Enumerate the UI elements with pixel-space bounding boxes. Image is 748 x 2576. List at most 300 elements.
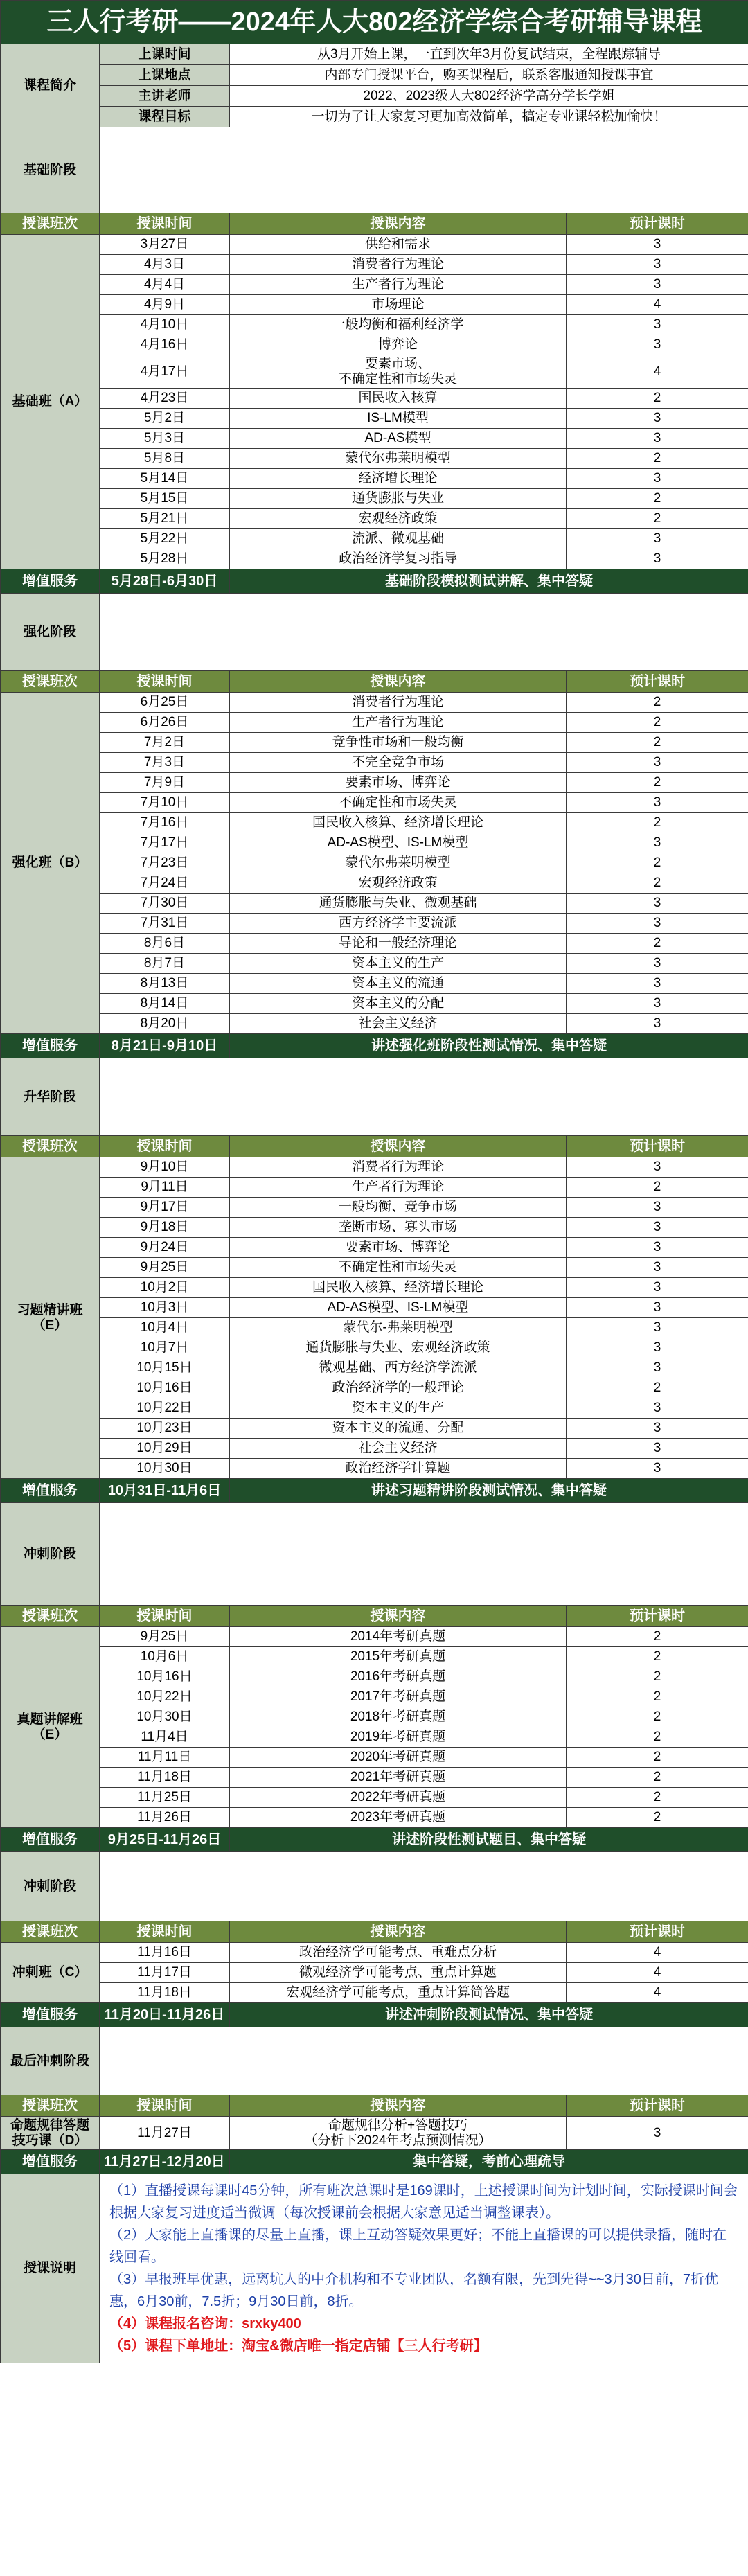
schedule-hours: 3 (567, 1218, 748, 1238)
schedule-row (1, 954, 748, 974)
schedule-date: 7月31日 (100, 914, 230, 934)
schedule-hours: 4 (567, 1963, 748, 1983)
schedule-hours: 3 (567, 529, 748, 549)
schedule-date: 7月17日 (100, 833, 230, 853)
service-time: 11月27日-12月20日 (100, 2150, 230, 2174)
service-time: 9月25日-11月26日 (100, 1828, 230, 1852)
schedule-hours: 3 (567, 1238, 748, 1258)
schedule-row (1, 1943, 748, 1963)
service-text: 基础阶段模拟测试讲解、集中答疑 (230, 569, 748, 594)
note-item: （4）课程报名咨询：srxky400 (109, 2316, 301, 2331)
schedule-date: 10月3日 (100, 1298, 230, 1318)
schedule-date: 11月4日 (100, 1727, 230, 1748)
schedule-hours: 2 (567, 1667, 748, 1687)
schedule-topic: 通货膨胀与失业、宏观经济政策 (230, 1338, 567, 1358)
schedule-topic: 生产者行为理论 (230, 713, 567, 733)
schedule-topic: 2018年考研真题 (230, 1707, 567, 1727)
schedule-date: 10月22日 (100, 1398, 230, 1419)
service-text: 讲述习题精讲阶段测试情况、集中答疑 (230, 1479, 748, 1503)
schedule-date: 8月6日 (100, 934, 230, 954)
schedule-row (1, 773, 748, 793)
intro-row (1, 65, 748, 86)
schedule-topic: 政治经济学可能考点、重难点分析 (230, 1943, 567, 1963)
header-content: 授课内容 (230, 1921, 567, 1943)
table-header-row (1, 2095, 748, 2117)
schedule-row (1, 389, 748, 409)
schedule-hours: 2 (567, 693, 748, 713)
notes-content (100, 2174, 748, 2363)
schedule-row (1, 1963, 748, 1983)
schedule-date: 11月25日 (100, 1788, 230, 1808)
intro-value: 2022、2023级人大802经济学高分学长学姐 (230, 86, 748, 107)
notes-label: 授课说明 (1, 2174, 100, 2363)
schedule-hours: 2 (567, 1178, 748, 1198)
schedule-row (1, 1983, 748, 2003)
schedule-hours: 2 (567, 813, 748, 833)
schedule-date: 4月10日 (100, 315, 230, 335)
schedule-hours: 2 (567, 713, 748, 733)
schedule-row (1, 2117, 748, 2150)
schedule-date: 5月15日 (100, 489, 230, 509)
schedule-date: 3月27日 (100, 235, 230, 255)
schedule-date: 10月2日 (100, 1278, 230, 1298)
schedule-date: 11月18日 (100, 1983, 230, 2003)
service-text: 讲述强化班阶段性测试情况、集中答疑 (230, 1034, 748, 1058)
schedule-hours: 3 (567, 255, 748, 275)
table-header-row (1, 1606, 748, 1627)
schedule-row (1, 1014, 748, 1034)
schedule-topic: 微观经济学可能考点、重点计算题 (230, 1963, 567, 1983)
schedule-hours: 2 (567, 1378, 748, 1398)
service-row (1, 1828, 748, 1852)
header-hours: 预计课时 (567, 1921, 748, 1943)
schedule-date: 9月24日 (100, 1238, 230, 1258)
schedule-date: 5月2日 (100, 409, 230, 429)
schedule-hours: 3 (567, 315, 748, 335)
note-item: （2）大家能上直播课的尽量上直播，课上互动答疑效果更好；不能上直播课的可以提供录播，随时在线回看。 (109, 2228, 727, 2265)
schedule-hours: 3 (567, 793, 748, 813)
schedule-date: 8月20日 (100, 1014, 230, 1034)
service-text: 讲述阶段性测试题目、集中答疑 (230, 1828, 748, 1852)
service-row (1, 2003, 748, 2027)
schedule-date: 7月2日 (100, 733, 230, 753)
header-time: 授课时间 (100, 2095, 230, 2117)
schedule-row (1, 1727, 748, 1748)
schedule-date: 11月17日 (100, 1963, 230, 1983)
schedule-topic: 资本主义的生产 (230, 954, 567, 974)
intro-value: 一切为了让大家复习更加高效简单，搞定专业课轻松加愉快！ (230, 107, 748, 127)
schedule-hours: 2 (567, 853, 748, 873)
schedule-topic: 资本主义的流通 (230, 974, 567, 994)
schedule-date: 11月26日 (100, 1808, 230, 1828)
schedule-topic: 2019年考研真题 (230, 1727, 567, 1748)
schedule-row (1, 1318, 748, 1338)
schedule-topic: 一般均衡、竞争市场 (230, 1198, 567, 1218)
schedule-hours: 3 (567, 1258, 748, 1278)
schedule-hours: 2 (567, 873, 748, 894)
header-content: 授课内容 (230, 671, 567, 693)
stage-label: 冲刺阶段 (1, 1852, 100, 1921)
intro-value: 内部专门授课平台，购买课程后，联系客服通知授课事宜 (230, 65, 748, 86)
schedule-date: 10月4日 (100, 1318, 230, 1338)
schedule-date: 7月24日 (100, 873, 230, 894)
header-hours: 预计课时 (567, 1606, 748, 1627)
schedule-row (1, 1788, 748, 1808)
stage-label: 最后冲刺阶段 (1, 2027, 100, 2095)
intro-row (1, 44, 748, 65)
header-class: 授课班次 (1, 1606, 100, 1627)
schedule-date: 10月30日 (100, 1459, 230, 1479)
schedule-hours: 2 (567, 1748, 748, 1768)
header-class: 授课班次 (1, 671, 100, 693)
schedule-date: 4月17日 (100, 355, 230, 389)
schedule-hours: 3 (567, 469, 748, 489)
schedule-topic: 不确定性和市场失灵 (230, 793, 567, 813)
schedule-topic: 2022年考研真题 (230, 1788, 567, 1808)
schedule-topic: 生产者行为理论 (230, 275, 567, 295)
schedule-row (1, 1707, 748, 1727)
schedule-date: 10月30日 (100, 1707, 230, 1727)
schedule-hours: 3 (567, 1298, 748, 1318)
schedule-row (1, 1157, 748, 1178)
intro-value: 从3月开始上课，一直到次年3月份复试结束，全程跟踪辅导 (230, 44, 748, 65)
schedule-row (1, 469, 748, 489)
schedule-hours: 3 (567, 833, 748, 853)
schedule-hours: 3 (567, 1278, 748, 1298)
schedule-date: 4月9日 (100, 295, 230, 315)
intro-key: 课程目标 (100, 107, 230, 127)
service-text: 集中答疑，考前心理疏导 (230, 2150, 748, 2174)
schedule-row (1, 873, 748, 894)
schedule-date: 8月14日 (100, 994, 230, 1014)
schedule-topic: 西方经济学主要流派 (230, 914, 567, 934)
service-time: 5月28日-6月30日 (100, 569, 230, 594)
schedule-topic: 经济增长理论 (230, 469, 567, 489)
schedule-row (1, 235, 748, 255)
class-name: 命题规律答题 技巧课（D） (1, 2117, 100, 2150)
header-class: 授课班次 (1, 2095, 100, 2117)
schedule-topic: 要素市场、博弈论 (230, 1238, 567, 1258)
schedule-date: 10月16日 (100, 1667, 230, 1687)
note-item: （1）直播授课每课时45分钟，所有班次总课时是169课时，上述授课时间为计划时间，实际授课时间会根据大家复习进度适当微调（每次授课前会根据大家意见适当调整课表）。 (109, 2183, 738, 2221)
schedule-row (1, 914, 748, 934)
schedule-date: 8月7日 (100, 954, 230, 974)
schedule-topic: 2017年考研真题 (230, 1687, 567, 1707)
schedule-date: 4月16日 (100, 335, 230, 355)
schedule-row (1, 994, 748, 1014)
schedule-hours: 3 (567, 1398, 748, 1419)
schedule-hours: 3 (567, 1318, 748, 1338)
schedule-topic: 通货膨胀与失业、微观基础 (230, 894, 567, 914)
intro-row (1, 107, 748, 127)
schedule-topic: 命题规律分析+答题技巧 （分析下2024年考点预测情况） (230, 2117, 567, 2150)
schedule-date: 7月10日 (100, 793, 230, 813)
schedule-row (1, 1419, 748, 1439)
schedule-topic: 消费者行为理论 (230, 693, 567, 713)
schedule-topic: 博弈论 (230, 335, 567, 355)
schedule-row (1, 489, 748, 509)
schedule-date: 10月7日 (100, 1338, 230, 1358)
schedule-date: 11月11日 (100, 1748, 230, 1768)
schedule-date: 7月3日 (100, 753, 230, 773)
intro-row (1, 86, 748, 107)
schedule-row (1, 1298, 748, 1318)
schedule-hours: 2 (567, 1627, 748, 1647)
schedule-date: 7月30日 (100, 894, 230, 914)
stage-label: 基础阶段 (1, 127, 100, 213)
schedule-topic: 2023年考研真题 (230, 1808, 567, 1828)
schedule-topic: 要素市场、 不确定性和市场失灵 (230, 355, 567, 389)
schedule-row (1, 509, 748, 529)
schedule-row (1, 315, 748, 335)
schedule-topic: 垄断市场、寡头市场 (230, 1218, 567, 1238)
header-content: 授课内容 (230, 213, 567, 235)
schedule-topic: 蒙代尔-弗莱明模型 (230, 1318, 567, 1338)
schedule-topic: 国民收入核算 (230, 389, 567, 409)
schedule-date: 11月27日 (100, 2117, 230, 2150)
schedule-hours: 4 (567, 1943, 748, 1963)
schedule-topic: 社会主义经济 (230, 1014, 567, 1034)
schedule-hours: 2 (567, 733, 748, 753)
schedule-topic: 流派、微观基础 (230, 529, 567, 549)
schedule-hours: 3 (567, 1338, 748, 1358)
schedule-row (1, 1459, 748, 1479)
header-class: 授课班次 (1, 213, 100, 235)
schedule-date: 10月22日 (100, 1687, 230, 1707)
service-label: 增值服务 (1, 1828, 100, 1852)
schedule-row (1, 853, 748, 873)
schedule-hours: 3 (567, 1198, 748, 1218)
schedule-hours: 2 (567, 389, 748, 409)
schedule-date: 11月18日 (100, 1768, 230, 1788)
schedule-date: 9月17日 (100, 1198, 230, 1218)
service-row (1, 569, 748, 594)
schedule-date: 7月16日 (100, 813, 230, 833)
schedule-row (1, 753, 748, 773)
header-class: 授课班次 (1, 1136, 100, 1157)
header-time: 授课时间 (100, 1921, 230, 1943)
schedule-date: 4月3日 (100, 255, 230, 275)
schedule-hours: 3 (567, 1014, 748, 1034)
schedule-topic: 生产者行为理论 (230, 1178, 567, 1198)
schedule-hours: 2 (567, 934, 748, 954)
schedule-topic: 导论和一般经济理论 (230, 934, 567, 954)
schedule-hours: 2 (567, 773, 748, 793)
schedule-topic: 一般均衡和福利经济学 (230, 315, 567, 335)
intro-key: 上课地点 (100, 65, 230, 86)
service-label: 增值服务 (1, 569, 100, 594)
schedule-row (1, 894, 748, 914)
service-label: 增值服务 (1, 1034, 100, 1058)
schedule-row (1, 335, 748, 355)
schedule-topic: AD-AS模型、IS-LM模型 (230, 1298, 567, 1318)
section-intro-row (1, 1503, 748, 1606)
schedule-hours: 3 (567, 549, 748, 569)
schedule-row (1, 549, 748, 569)
schedule-row (1, 1667, 748, 1687)
schedule-row (1, 813, 748, 833)
header-content: 授课内容 (230, 1606, 567, 1627)
schedule-date: 6月25日 (100, 693, 230, 713)
schedule-topic: 政治经济学的一般理论 (230, 1378, 567, 1398)
service-row (1, 1479, 748, 1503)
schedule-row (1, 1647, 748, 1667)
schedule-hours: 3 (567, 275, 748, 295)
header-time: 授课时间 (100, 1606, 230, 1627)
schedule-date: 11月16日 (100, 1943, 230, 1963)
service-label: 增值服务 (1, 2003, 100, 2027)
schedule-row (1, 974, 748, 994)
schedule-date: 8月13日 (100, 974, 230, 994)
schedule-hours: 2 (567, 489, 748, 509)
header-time: 授课时间 (100, 213, 230, 235)
schedule-hours: 3 (567, 1459, 748, 1479)
notes-row (1, 2174, 748, 2363)
schedule-hours: 4 (567, 1983, 748, 2003)
intro-key: 主讲老师 (100, 86, 230, 107)
table-header-row (1, 1136, 748, 1157)
schedule-row (1, 1627, 748, 1647)
schedule-date: 9月25日 (100, 1258, 230, 1278)
schedule-topic: 要素市场、博弈论 (230, 773, 567, 793)
schedule-row (1, 1258, 748, 1278)
schedule-row (1, 529, 748, 549)
schedule-topic: 2020年考研真题 (230, 1748, 567, 1768)
schedule-date: 10月15日 (100, 1358, 230, 1378)
schedule-topic: 宏观经济学可能考点，重点计算简答题 (230, 1983, 567, 2003)
header-content: 授课内容 (230, 2095, 567, 2117)
schedule-date: 9月11日 (100, 1178, 230, 1198)
schedule-date: 10月29日 (100, 1439, 230, 1459)
schedule-date: 7月9日 (100, 773, 230, 793)
schedule-hours: 2 (567, 509, 748, 529)
service-time: 10月31日-11月6日 (100, 1479, 230, 1503)
schedule-row (1, 1218, 748, 1238)
header-hours: 预计课时 (567, 213, 748, 235)
schedule-hours: 3 (567, 235, 748, 255)
schedule-hours: 3 (567, 1157, 748, 1178)
stage-label: 升华阶段 (1, 1058, 100, 1136)
schedule-topic: 2014年考研真题 (230, 1627, 567, 1647)
schedule-hours: 2 (567, 449, 748, 469)
schedule-date: 5月14日 (100, 469, 230, 489)
service-label: 增值服务 (1, 1479, 100, 1503)
schedule-topic: 宏观经济政策 (230, 509, 567, 529)
schedule-row (1, 833, 748, 853)
schedule-topic: 2015年考研真题 (230, 1647, 567, 1667)
schedule-row (1, 1238, 748, 1258)
schedule-hours: 3 (567, 1419, 748, 1439)
schedule-topic: 不完全竞争市场 (230, 753, 567, 773)
schedule-date: 5月8日 (100, 449, 230, 469)
schedule-hours: 3 (567, 335, 748, 355)
section-intro-row (1, 1058, 748, 1136)
schedule-topic: 2016年考研真题 (230, 1667, 567, 1687)
header-hours: 预计课时 (567, 2095, 748, 2117)
schedule-topic: 国民收入核算、经济增长理论 (230, 813, 567, 833)
schedule-hours: 4 (567, 355, 748, 389)
section-intro-row (1, 127, 748, 213)
schedule-row (1, 1198, 748, 1218)
schedule-row (1, 275, 748, 295)
section-intro-row (1, 1852, 748, 1921)
schedule-date: 10月23日 (100, 1419, 230, 1439)
schedule-topic: 社会主义经济 (230, 1439, 567, 1459)
schedule-row (1, 713, 748, 733)
header-time: 授课时间 (100, 671, 230, 693)
section-intro-row (1, 594, 748, 671)
schedule-date: 4月23日 (100, 389, 230, 409)
class-name: 强化班（B） (1, 693, 100, 1034)
schedule-row (1, 1808, 748, 1828)
schedule-row (1, 1278, 748, 1298)
schedule-topic: 竞争性市场和一般均衡 (230, 733, 567, 753)
schedule-hours: 3 (567, 753, 748, 773)
schedule-topic: 市场理论 (230, 295, 567, 315)
schedule-hours: 2 (567, 1687, 748, 1707)
schedule-hours: 2 (567, 1808, 748, 1828)
schedule-topic: 政治经济学计算题 (230, 1459, 567, 1479)
intro-key: 上课时间 (100, 44, 230, 65)
schedule-row (1, 1748, 748, 1768)
schedule-topic: 消费者行为理论 (230, 255, 567, 275)
schedule-row (1, 255, 748, 275)
schedule-hours: 3 (567, 1358, 748, 1378)
schedule-row (1, 1358, 748, 1378)
header-content: 授课内容 (230, 1136, 567, 1157)
schedule-row (1, 1768, 748, 1788)
schedule-hours: 3 (567, 2117, 748, 2150)
schedule-row (1, 295, 748, 315)
header-hours: 预计课时 (567, 671, 748, 693)
table-header-row (1, 671, 748, 693)
schedule-hours: 2 (567, 1727, 748, 1748)
schedule-hours: 2 (567, 1647, 748, 1667)
schedule-topic: 国民收入核算、经济增长理论 (230, 1278, 567, 1298)
service-time: 8月21日-9月10日 (100, 1034, 230, 1058)
schedule-topic: 不确定性和市场失灵 (230, 1258, 567, 1278)
schedule-topic: 蒙代尔弗莱明模型 (230, 853, 567, 873)
class-name: 习题精讲班 （E） (1, 1157, 100, 1479)
schedule-date: 4月4日 (100, 275, 230, 295)
schedule-row (1, 733, 748, 753)
schedule-hours: 3 (567, 1439, 748, 1459)
schedule-hours: 3 (567, 954, 748, 974)
schedule-topic: 供给和需求 (230, 235, 567, 255)
schedule-row (1, 1178, 748, 1198)
schedule-date: 9月25日 (100, 1627, 230, 1647)
class-name: 基础班（A） (1, 235, 100, 569)
schedule-hours: 2 (567, 1788, 748, 1808)
schedule-topic: 2021年考研真题 (230, 1768, 567, 1788)
schedule-row (1, 793, 748, 813)
schedule-topic: AD-AS模型、IS-LM模型 (230, 833, 567, 853)
table-header-row (1, 1921, 748, 1943)
stage-label: 强化阶段 (1, 594, 100, 671)
schedule-topic: IS-LM模型 (230, 409, 567, 429)
schedule-date: 7月23日 (100, 853, 230, 873)
schedule-row (1, 934, 748, 954)
schedule-topic: 资本主义的分配 (230, 994, 567, 1014)
schedule-date: 5月22日 (100, 529, 230, 549)
schedule-hours: 3 (567, 994, 748, 1014)
schedule-row (1, 1439, 748, 1459)
schedule-hours: 3 (567, 974, 748, 994)
schedule-topic: 消费者行为理论 (230, 1157, 567, 1178)
schedule-hours: 3 (567, 914, 748, 934)
schedule-row (1, 409, 748, 429)
schedule-date: 5月28日 (100, 549, 230, 569)
